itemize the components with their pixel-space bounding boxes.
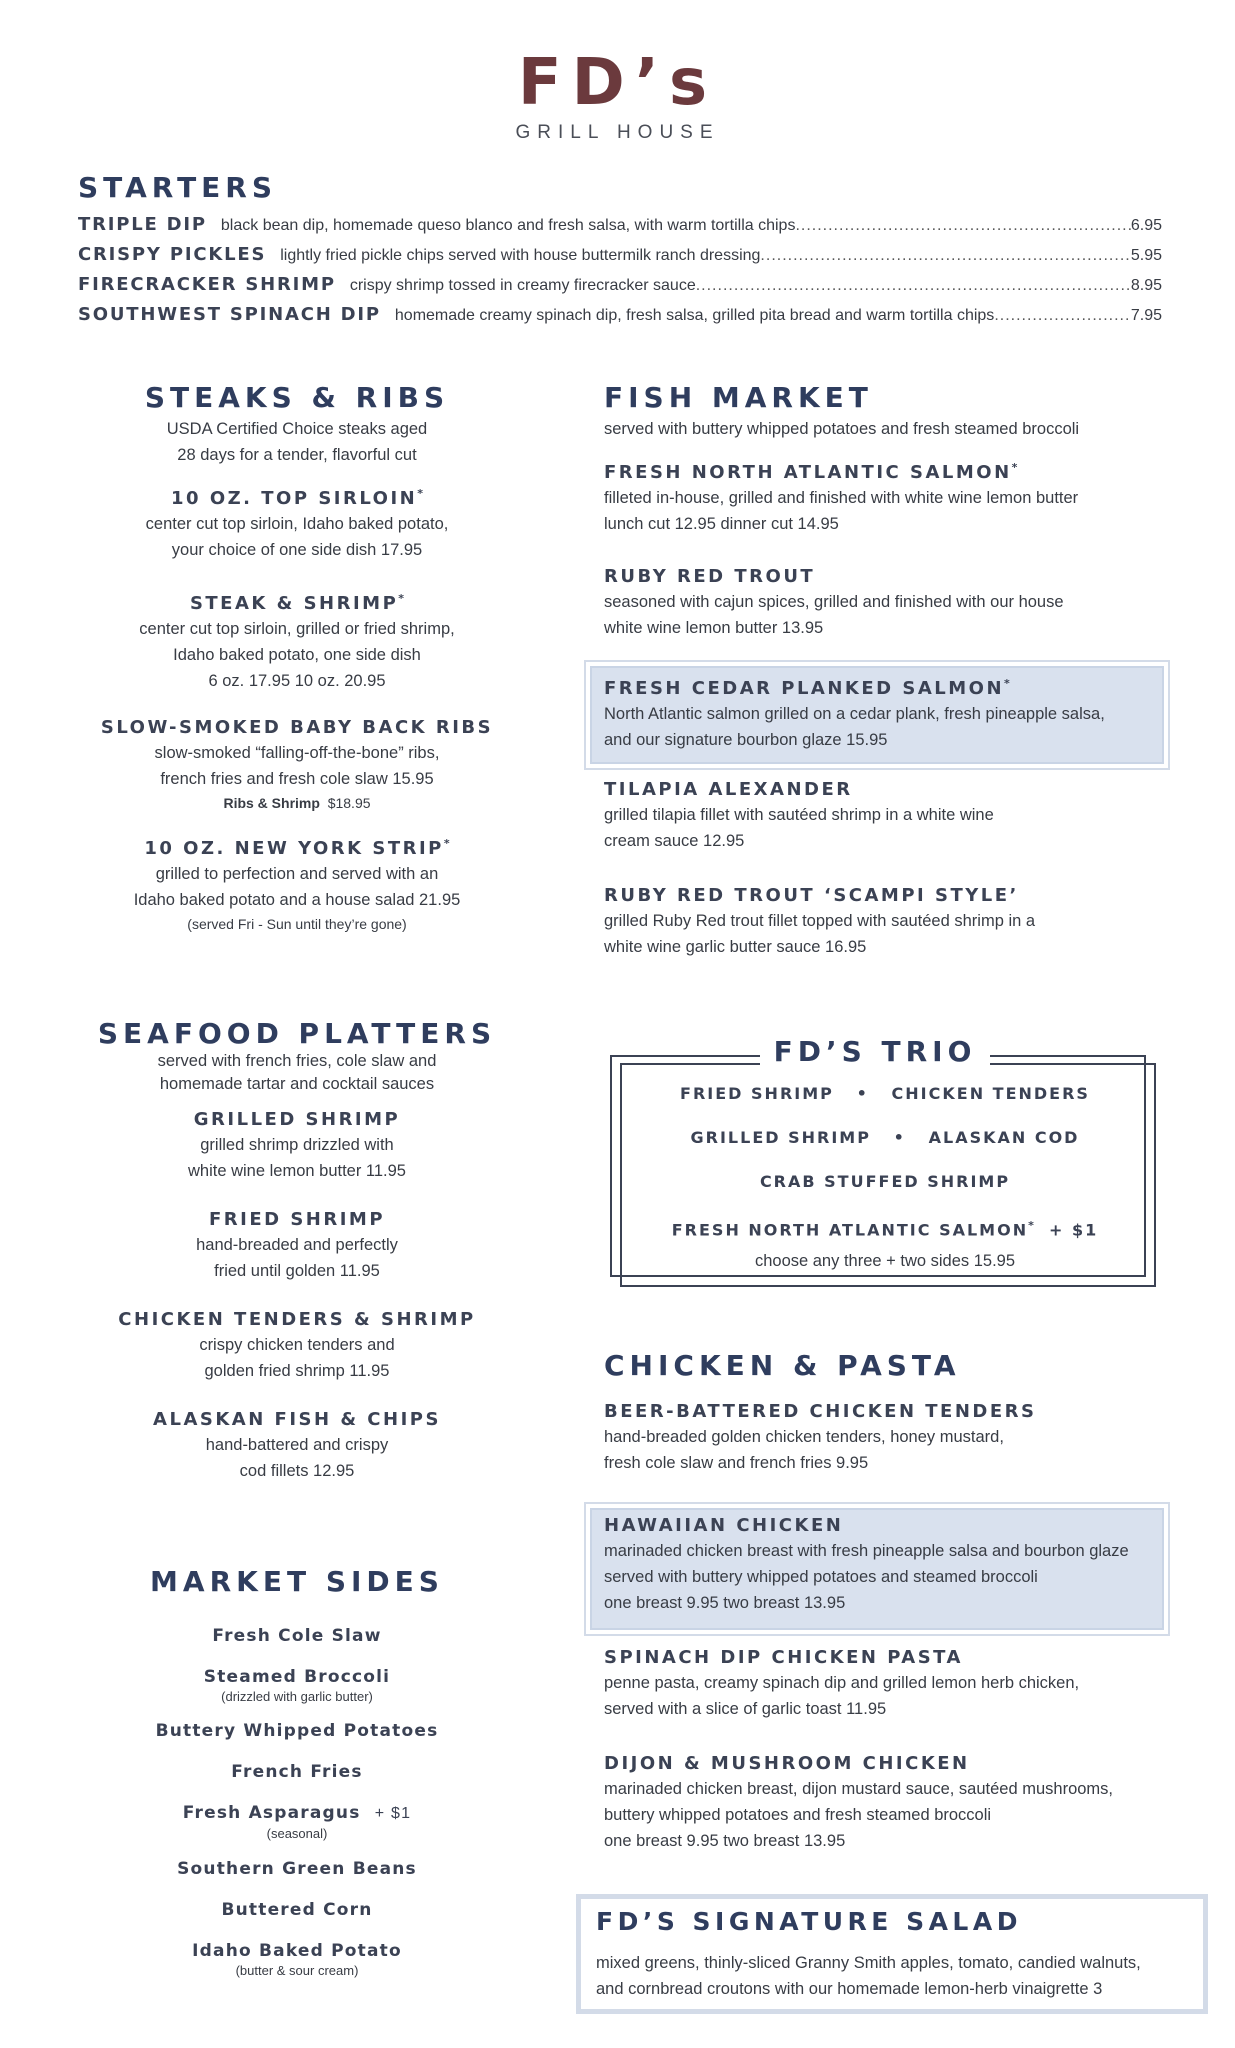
menu-item — [604, 565, 1164, 641]
starter-price: 7.95 — [1130, 307, 1162, 324]
starter-desc: crispy shrimp tossed in creamy firecracker sauce — [349, 277, 696, 294]
menu-item — [604, 1400, 1164, 1476]
starter-name: TRIPLE DIP — [78, 214, 207, 235]
side-note: (butter & sour cream) — [235, 1963, 359, 1978]
salad-desc: and cornbread croutons with our homemade lemon-herb vinaigrette 3 — [596, 1980, 1103, 1998]
item-desc: grilled to perfection and served with an — [155, 865, 439, 883]
seafood-title: SEAFOOD PLATTERS — [97, 1017, 497, 1050]
side-item: Fresh Cole Slaw — [212, 1626, 382, 1646]
item-desc: North Atlantic salmon grilled on a cedar plank, fresh pineapple salsa, — [604, 705, 1105, 723]
trio-item: FRIED SHRIMP — [680, 1084, 834, 1103]
menu-item — [604, 456, 1164, 537]
menu-item-featured — [604, 672, 1164, 753]
chicken-title: CHICKEN & PASTA — [604, 1349, 961, 1382]
sides-section — [90, 1566, 504, 1979]
item-desc: grilled tilapia fillet with sautéed shrimp in a white wine — [604, 806, 994, 824]
item-desc: penne pasta, creamy spinach dip and grilled lemon herb chicken, — [604, 1674, 1080, 1692]
starter-price: 6.95 — [1130, 217, 1162, 234]
item-name: STEAK & SHRIMP — [189, 593, 399, 614]
dot-leader — [696, 277, 1131, 295]
logo-subtitle: GRILL HOUSE — [515, 122, 720, 143]
item-star: * — [417, 487, 423, 500]
bullet-icon: • — [893, 1128, 906, 1147]
menu-item — [604, 1752, 1184, 1854]
menu-item-featured — [604, 1514, 1164, 1616]
trio-extra: + $1 — [1049, 1220, 1099, 1240]
side-item: Buttery Whipped Potatoes — [155, 1721, 439, 1741]
item-desc: fresh cole slaw and french fries 9.95 — [604, 1454, 869, 1472]
side-item: Steamed Broccoli — [203, 1667, 391, 1687]
item-desc: marinaded chicken breast, dijon mustard sauce, sautéed mushrooms, — [604, 1780, 1114, 1798]
item-name: HAWAIIAN CHICKEN — [604, 1515, 844, 1536]
fish-title: FISH MARKET — [604, 381, 873, 414]
dot-leader — [760, 247, 1130, 265]
item-name: RUBY RED TROUT ‘SCAMPI STYLE’ — [604, 885, 1019, 906]
item-name: SPINACH DIP CHICKEN PASTA — [604, 1647, 963, 1668]
steaks-intro: USDA Certified Choice steaks aged — [166, 420, 428, 438]
chicken-section — [604, 1350, 1164, 1476]
logo — [0, 48, 1235, 144]
item-note: (served Fri - Sun until they’re gone) — [187, 916, 407, 932]
item-desc: and our signature bourbon glaze 15.95 — [604, 731, 888, 749]
side-item: Southern Green Beans — [177, 1859, 417, 1879]
item-name: CHICKEN TENDERS & SHRIMP — [118, 1309, 476, 1330]
item-desc: one breast 9.95 two breast 13.95 — [604, 1832, 846, 1850]
seafood-section — [90, 1018, 504, 1484]
item-desc: golden fried shrimp 11.95 — [204, 1362, 390, 1380]
item-name: GRILLED SHRIMP — [193, 1109, 401, 1130]
side-item: Buttered Corn — [221, 1900, 373, 1920]
item-desc: crispy chicken tenders and — [199, 1336, 395, 1354]
trio-items — [620, 1082, 1150, 1274]
item-desc: hand-breaded golden chicken tenders, honey mustard, — [604, 1428, 1004, 1446]
trio-item: ALASKAN COD — [928, 1128, 1080, 1147]
item-name: 10 OZ. TOP SIRLOIN — [171, 488, 418, 509]
menu-item — [604, 778, 1164, 854]
item-star: * — [1028, 1219, 1034, 1232]
item-name: FRIED SHRIMP — [208, 1209, 386, 1230]
starter-name: CRISPY PICKLES — [78, 244, 267, 265]
item-name: FRESH NORTH ATLANTIC SALMON — [604, 462, 1012, 483]
item-desc: filleted in-house, grilled and finished with white wine lemon butter — [604, 489, 1079, 507]
item-name: BEER-BATTERED CHICKEN TENDERS — [604, 1401, 1037, 1422]
menu-item — [90, 1208, 504, 1284]
starter-price: 8.95 — [1130, 277, 1162, 294]
item-desc: white wine lemon butter 11.95 — [188, 1162, 406, 1180]
starters-title: STARTERS — [78, 171, 278, 204]
item-star: * — [398, 592, 405, 605]
steaks-title: STEAKS & RIBS — [144, 381, 450, 414]
menu-item — [90, 832, 504, 935]
trio-title-wrap — [760, 1036, 990, 1068]
salad-title: FD’S SIGNATURE SALAD — [596, 1907, 1022, 1936]
item-desc: served with a slice of garlic toast 11.95 — [604, 1700, 887, 1718]
dot-leader — [994, 307, 1131, 325]
menu-item — [90, 1108, 504, 1184]
item-desc: center cut top sirloin, grilled or fried shrimp, — [139, 620, 455, 638]
starter-row — [78, 244, 1162, 272]
item-desc: seasoned with cajun spices, grilled and finished with our house — [604, 593, 1064, 611]
side-item: Fresh Asparagus — [182, 1803, 361, 1823]
menu-item — [90, 587, 504, 694]
item-desc: white wine garlic butter sauce 16.95 — [604, 938, 867, 956]
item-name: FRESH CEDAR PLANKED SALMON — [604, 678, 1005, 699]
menu-item — [90, 1308, 504, 1384]
item-desc: slow-smoked “falling-off-the-bone” ribs, — [154, 744, 440, 762]
starter-name: FIRECRACKER SHRIMP — [78, 274, 336, 295]
trio-note: choose any three + two sides 15.95 — [754, 1252, 1016, 1271]
item-star: * — [1011, 461, 1018, 474]
side-item: Idaho Baked Potato — [192, 1941, 402, 1961]
menu-item — [604, 1646, 1164, 1722]
item-star: * — [1004, 677, 1010, 690]
bullet-icon: • — [856, 1084, 869, 1103]
item-desc: cream sauce 12.95 — [604, 832, 745, 850]
item-desc: buttery whipped potatoes and fresh steamed broccoli — [604, 1806, 992, 1824]
starter-price: 5.95 — [1130, 247, 1162, 264]
seafood-intro: served with french fries, cole slaw and — [157, 1052, 437, 1070]
item-star: * — [443, 837, 450, 850]
menu-item — [90, 1408, 504, 1484]
item-desc: grilled Ruby Red trout fillet topped with sautéed shrimp in a — [604, 912, 1036, 930]
item-desc: lunch cut 12.95 dinner cut 14.95 — [604, 515, 839, 533]
item-desc: one breast 9.95 two breast 13.95 — [604, 1594, 846, 1612]
salad-section — [596, 1906, 1186, 2002]
item-desc: cod fillets 12.95 — [239, 1462, 355, 1480]
item-name: 10 OZ. NEW YORK STRIP — [144, 838, 444, 859]
item-desc: center cut top sirloin, Idaho baked potato, — [145, 515, 449, 533]
starter-row — [78, 214, 1162, 242]
item-desc: hand-breaded and perfectly — [196, 1236, 398, 1254]
side-note: (drizzled with garlic butter) — [221, 1689, 373, 1704]
item-desc: hand-battered and crispy — [205, 1436, 389, 1454]
starter-name: SOUTHWEST SPINACH DIP — [78, 304, 381, 325]
item-desc: 6 oz. 17.95 10 oz. 20.95 — [208, 672, 386, 690]
item-desc: Idaho baked potato and a house salad 21.95 — [133, 891, 461, 909]
item-name: TILAPIA ALEXANDER — [604, 779, 853, 800]
trio-item: FRESH NORTH ATLANTIC SALMON — [671, 1220, 1029, 1240]
steaks-intro: 28 days for a tender, flavorful cut — [177, 446, 417, 464]
menu-item — [90, 716, 504, 814]
fish-section — [604, 382, 1164, 641]
item-desc: Idaho baked potato, one side dish — [173, 646, 421, 664]
side-extra: + $1 — [374, 1805, 412, 1822]
starter-row — [78, 274, 1162, 302]
dot-leader — [795, 217, 1130, 235]
starter-desc: homemade creamy spinach dip, fresh salsa, grilled pita bread and warm tortilla chips — [394, 307, 995, 324]
starter-desc: black bean dip, homemade queso blanco and fresh salsa, with warm tortilla chips — [220, 217, 796, 234]
item-desc: white wine lemon butter 13.95 — [604, 619, 824, 637]
menu-item — [604, 884, 1164, 960]
menu-item — [90, 482, 504, 563]
sides-title: MARKET SIDES — [150, 1565, 444, 1598]
trio-item: CHICKEN TENDERS — [891, 1084, 1090, 1103]
side-note: (seasonal) — [266, 1826, 328, 1841]
trio-title: FD’S TRIO — [773, 1035, 977, 1068]
item-desc: french fries and fresh cole slaw 15.95 — [160, 770, 434, 788]
item-desc: your choice of one side dish 17.95 — [171, 541, 423, 559]
logo-name: FD’s — [517, 46, 718, 120]
item-name: SLOW-SMOKED BABY BACK RIBS — [100, 717, 494, 738]
salad-desc: mixed greens, thinly-sliced Granny Smith apples, tomato, candied walnuts, — [596, 1954, 1141, 1972]
item-desc: grilled shrimp drizzled with — [200, 1136, 394, 1154]
item-name: DIJON & MUSHROOM CHICKEN — [604, 1753, 970, 1774]
starter-desc: lightly fried pickle chips served with house buttermilk ranch dressing — [280, 247, 761, 264]
steaks-section — [90, 382, 504, 935]
extra-label: Ribs & Shrimp — [223, 795, 320, 811]
item-desc: served with buttery whipped potatoes and steamed broccoli — [604, 1568, 1038, 1586]
item-name: ALASKAN FISH & CHIPS — [153, 1409, 441, 1430]
side-item: French Fries — [231, 1762, 363, 1782]
trio-item: CRAB STUFFED SHRIMP — [759, 1172, 1011, 1191]
item-name: RUBY RED TROUT — [604, 566, 816, 587]
fish-intro: served with buttery whipped potatoes and fresh steamed broccoli — [604, 420, 1080, 438]
starter-row — [78, 304, 1162, 332]
extra-price: $18.95 — [327, 795, 371, 811]
item-desc: marinaded chicken breast with fresh pineapple salsa and bourbon glaze — [604, 1542, 1129, 1560]
trio-item: GRILLED SHRIMP — [690, 1128, 871, 1147]
item-desc: fried until golden 11.95 — [214, 1262, 380, 1280]
seafood-intro: homemade tartar and cocktail sauces — [159, 1075, 435, 1093]
